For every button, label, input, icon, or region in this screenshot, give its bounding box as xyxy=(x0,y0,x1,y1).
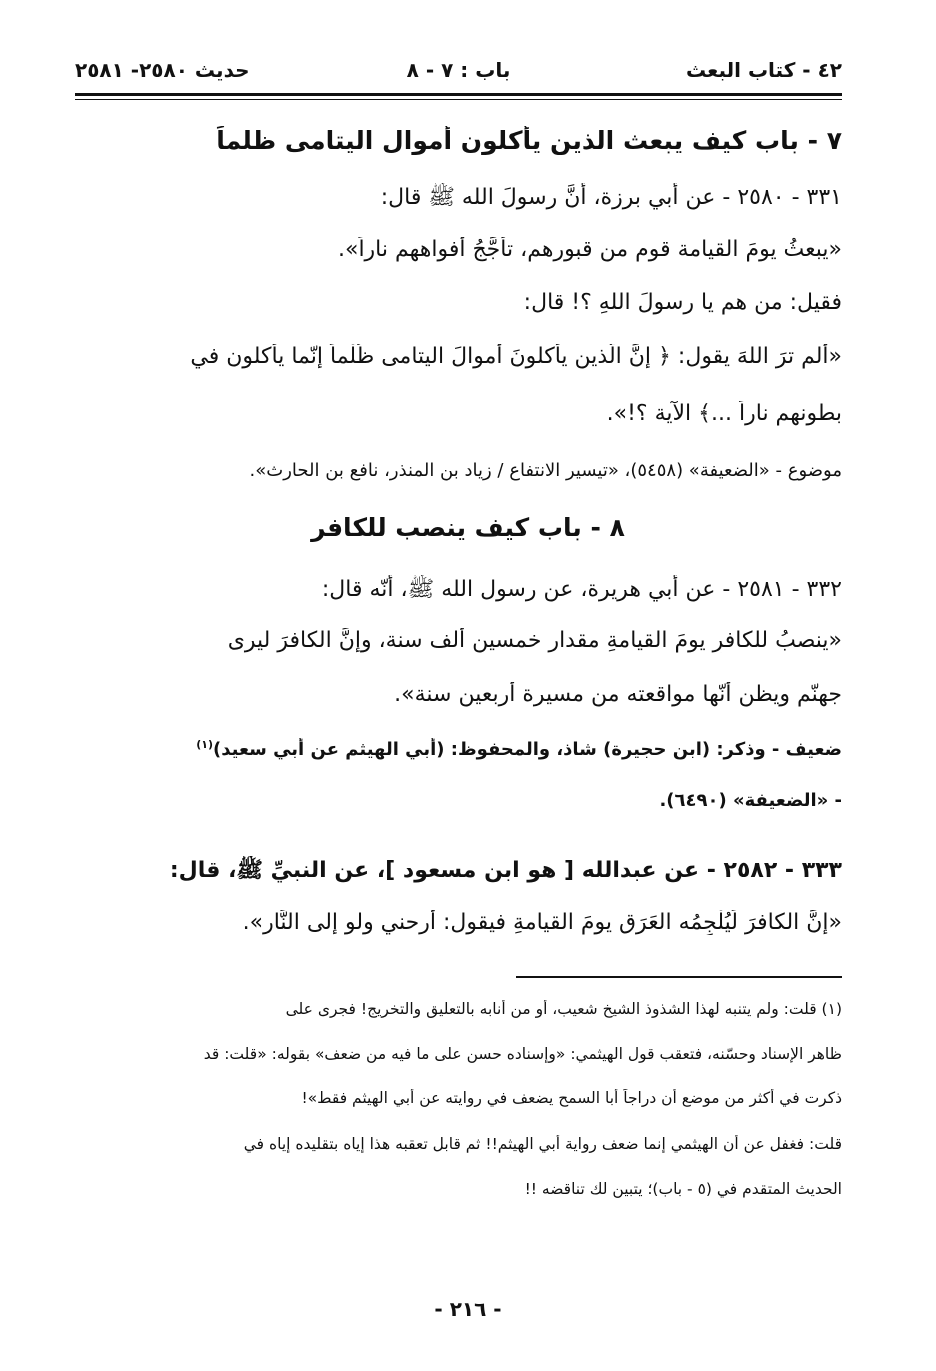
header-book-title: ٤٢ - كتاب البعث xyxy=(685,58,842,82)
hadith-331-matn-line: «أَلم ترَ اللهَ يقول: ﴿ إنَّ الّذين يأكلونَ أَموالَ اليتامى ظُلْماً إنّما يأكلون في xyxy=(190,344,842,369)
header-rule-thin xyxy=(75,99,842,100)
hadith-333-matn-line: «إنَّ الكافرَ لَيُلْجِمُه العَرَق يومَ القيامةِ فيقول: أَرحني ولو إِلى النَّار». xyxy=(242,910,842,935)
hadith-331-matn-line: «يبعثُ يومَ القيامة قوم من قبورِهم، تأجَّجُ أَفواههم ناراً». xyxy=(337,237,842,262)
footnote-line: ظاهر الإسناد وحسّنه، فتعقب قول الهيثمي: «وإسناده حسن على ما فيه من ضعف» بقوله: «قلت: قد xyxy=(203,1045,842,1063)
hadith-331-matn-line: فقيل: من هم يا رسولَ اللهِ ؟! قال: xyxy=(523,290,842,315)
page-number: - ٢١٦ - xyxy=(434,1297,502,1321)
header-chapter: باب : ٧ - ٨ xyxy=(406,58,511,82)
hadith-332-matn-line: جهنّم ويظن أنّها مواقعته من مسيرة أَربعين سنة». xyxy=(394,682,842,707)
hadith-332-grading xyxy=(75,738,842,760)
hadith-331-matn-line: بطونهم ناراً ...﴾ الآية ؟!». xyxy=(606,401,842,426)
header-hadith-range: حديث ٢٥٨٠- ٢٥٨١ xyxy=(75,58,250,82)
header-rule-thick xyxy=(75,93,842,96)
footnote-line: (١) قلت: ولم يتنبه لهذا الشذوذ الشيخ شعيب، أو من أنابه بالتعليق والتخريج! فجرى على xyxy=(285,1000,842,1018)
running-header xyxy=(75,58,842,92)
section-title-bab-7: ٧ - باب كيف يبعث الذين يأكلون أموال اليتامى ظلماً xyxy=(216,126,842,155)
footnote-separator xyxy=(516,976,842,978)
hadith-332-isnad: ٣٣٢ - ٢٥٨١ - عن أَبي هريرة، عن رسول الله ﷺ، أنّه قال: xyxy=(321,577,842,602)
grading-text: ضعيف - وذكر: (ابن حجيرة) شاذ، والمحفوظ: (أبي الهيثم عن أبي سعيد) xyxy=(212,739,842,760)
footnote-marker: (١) xyxy=(196,738,213,751)
hadith-332-grading-ref: - «الضعيفة» (٦٤٩٠). xyxy=(659,790,842,811)
footnote-line: قلت: فغفل عن أن الهيثمي إنما ضعف رواية أبي الهيثم!! ثم قابل تعقبه هذا إياه بتقليده إياه في xyxy=(243,1135,842,1153)
hadith-332-matn-line: «ينصبُ للكافرِ يومَ القيامةِ مقدار خمسين أَلف سنة، وإنَّ الكافرَ ليرى xyxy=(227,628,842,653)
section-title-bab-8: ٨ - باب كيف ينصب للكافر xyxy=(311,513,625,542)
hadith-331-grading: موضوع - «الضعيفة» (٥٤٥٨)، «تيسير الانتفاع / زياد بن المنذر، نافع بن الحارث». xyxy=(249,460,842,481)
hadith-331-isnad: ٣٣١ - ٢٥٨٠ - عن أَبي برزة، أنَّ رسولَ الله ﷺ قال: xyxy=(380,185,842,210)
footnote-line: ذكرت في أكثر من موضع أن دراجاً أبا السمح يضعف في روايته عن أبي الهيثم فقط»! xyxy=(301,1089,842,1107)
footnote-line: الحديث المتقدم في (٥ - باب)؛ يتبين لك تناقضه !! xyxy=(524,1180,842,1198)
hadith-333-isnad: ٣٣٣ - ٢٥٨٢ - عن عبدالله [ هو ابن مسعود ]، عن النبيِّ ﷺ، قال: xyxy=(169,858,842,883)
